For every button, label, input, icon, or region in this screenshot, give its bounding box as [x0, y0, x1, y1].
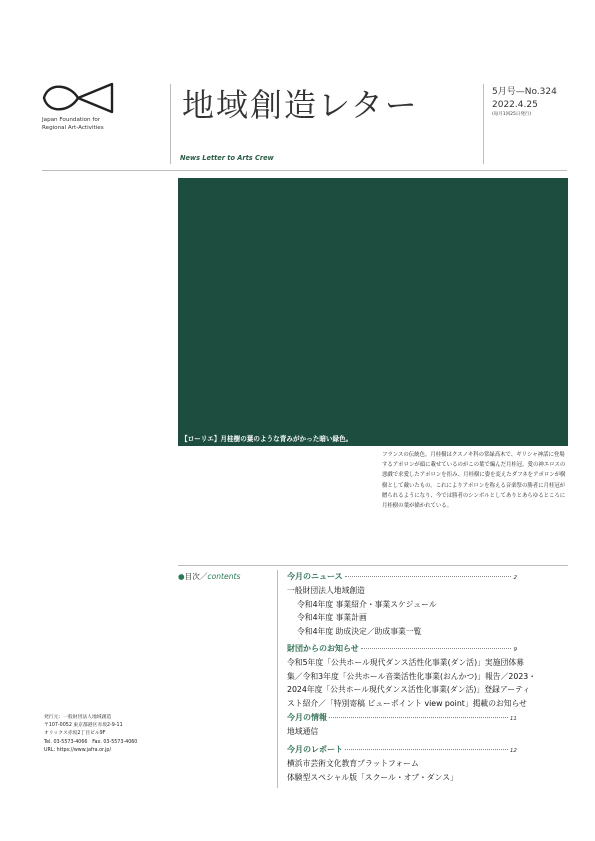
- page-title: 地域創造レター: [182, 86, 419, 124]
- left-column-divider: [170, 84, 171, 164]
- toc-page-number: 12: [509, 748, 517, 754]
- issue-frequency: (毎月1回25日発行): [492, 112, 532, 117]
- toc-item: スト紹介／「特別寄稿 ビューポイント view point」掲載のお知らせ: [287, 698, 527, 708]
- bullet-icon: ●: [178, 572, 185, 581]
- publisher-line: 発行元：一般財団法人地域創造: [44, 715, 112, 720]
- toc-item: 集／令和3年度「公共ホール音楽活性化事業(おんかつ)」報告／2023・: [287, 671, 537, 681]
- contents-rule: [178, 565, 568, 566]
- issue-date: 2022.4.25: [492, 100, 538, 110]
- cover-description: フランスの伝統色。月桂樹はクスノキ科の常緑高木で、ギリシャ神話に登場するアポロンが頭に載せているのがこの葉で編んだ月桂冠。愛の神エロスの悪戯で求愛したアポロンを拒み、月桂樹に姿を変えたダフネをアポロンが樹樹として戴いたもの。これによりアポロンを称える音楽祭の勝者に月桂冠が贈られるようになり、今では勝者のシンボルとしてありとあらゆるところに月桂樹の葉が描かれている。: [382, 452, 566, 510]
- toc-section-title: 財団からのお知らせ: [287, 644, 359, 653]
- toc-leader-line: [361, 648, 512, 649]
- toc-item: 地域通信: [287, 727, 319, 736]
- header-rule: [42, 170, 567, 171]
- toc-leader-line: [329, 717, 508, 718]
- toc-section-title: 今月のニュース: [287, 572, 343, 581]
- title-right-divider: [483, 84, 484, 164]
- toc-page-number: 2: [513, 575, 517, 581]
- toc-item: 令和4年度 事業計画: [297, 613, 367, 622]
- toc-item: 2024年度「公共ホール現代ダンス活性化事業(ダン活)」登録アーティ: [287, 685, 531, 694]
- issue-number: 5月号—No.324: [492, 87, 557, 97]
- toc-section-title: 今月のレポート: [287, 745, 343, 754]
- publisher-info: [44, 714, 137, 755]
- cover-color-block: [178, 178, 568, 446]
- toc-item: 令和4年度 事業紹介・事業スケジュール: [297, 599, 437, 609]
- toc-item: 令和5年度「公共ホール現代ダンス活性化事業(ダン活)」実施団体募: [287, 658, 524, 667]
- toc-section-heading: [287, 571, 517, 582]
- toc-item: 令和4年度 助成決定／助成事業一覧: [297, 626, 422, 636]
- org-name-en: Japan Foundation for Regional Art-Activities: [42, 117, 104, 131]
- contents-label: ●目次／contents: [178, 572, 241, 581]
- toc-leader-line: [345, 576, 512, 577]
- toc-leader-line: [345, 749, 508, 750]
- toc-page-number: 11: [509, 716, 517, 722]
- toc-page-number: 9: [513, 647, 517, 653]
- toc-item: 一般財団法人地域創造: [287, 586, 365, 595]
- toc-item: 横浜市芸術文化教育プラットフォーム: [287, 759, 419, 768]
- toc-section-heading: [287, 744, 517, 755]
- toc-section-title: 今月の情報: [287, 713, 327, 722]
- publisher-line: オリックス赤坂2丁目ビル9F: [44, 731, 106, 737]
- publisher-line: URL: https://www.jafra.or.jp/: [44, 747, 112, 753]
- contents-divider: [277, 570, 278, 788]
- cover-caption: 【ローリエ】月桂樹の葉のような青みがかった暗い緑色。: [181, 435, 353, 443]
- toc-item: 体験型スペシャル版「スクール・オブ・ダンス」: [287, 772, 458, 782]
- publisher-line: Tel. 03-5573-4066 Fax. 03-5573-4060: [44, 739, 138, 745]
- toc-section-heading: [287, 643, 517, 654]
- foundation-logo-icon: [40, 80, 116, 116]
- publisher-line: 〒107-0052 東京都港区赤坂2-9-11: [44, 723, 123, 729]
- newsletter-tagline: News Letter to Arts Crew: [180, 154, 274, 162]
- toc-section-heading: [287, 712, 517, 723]
